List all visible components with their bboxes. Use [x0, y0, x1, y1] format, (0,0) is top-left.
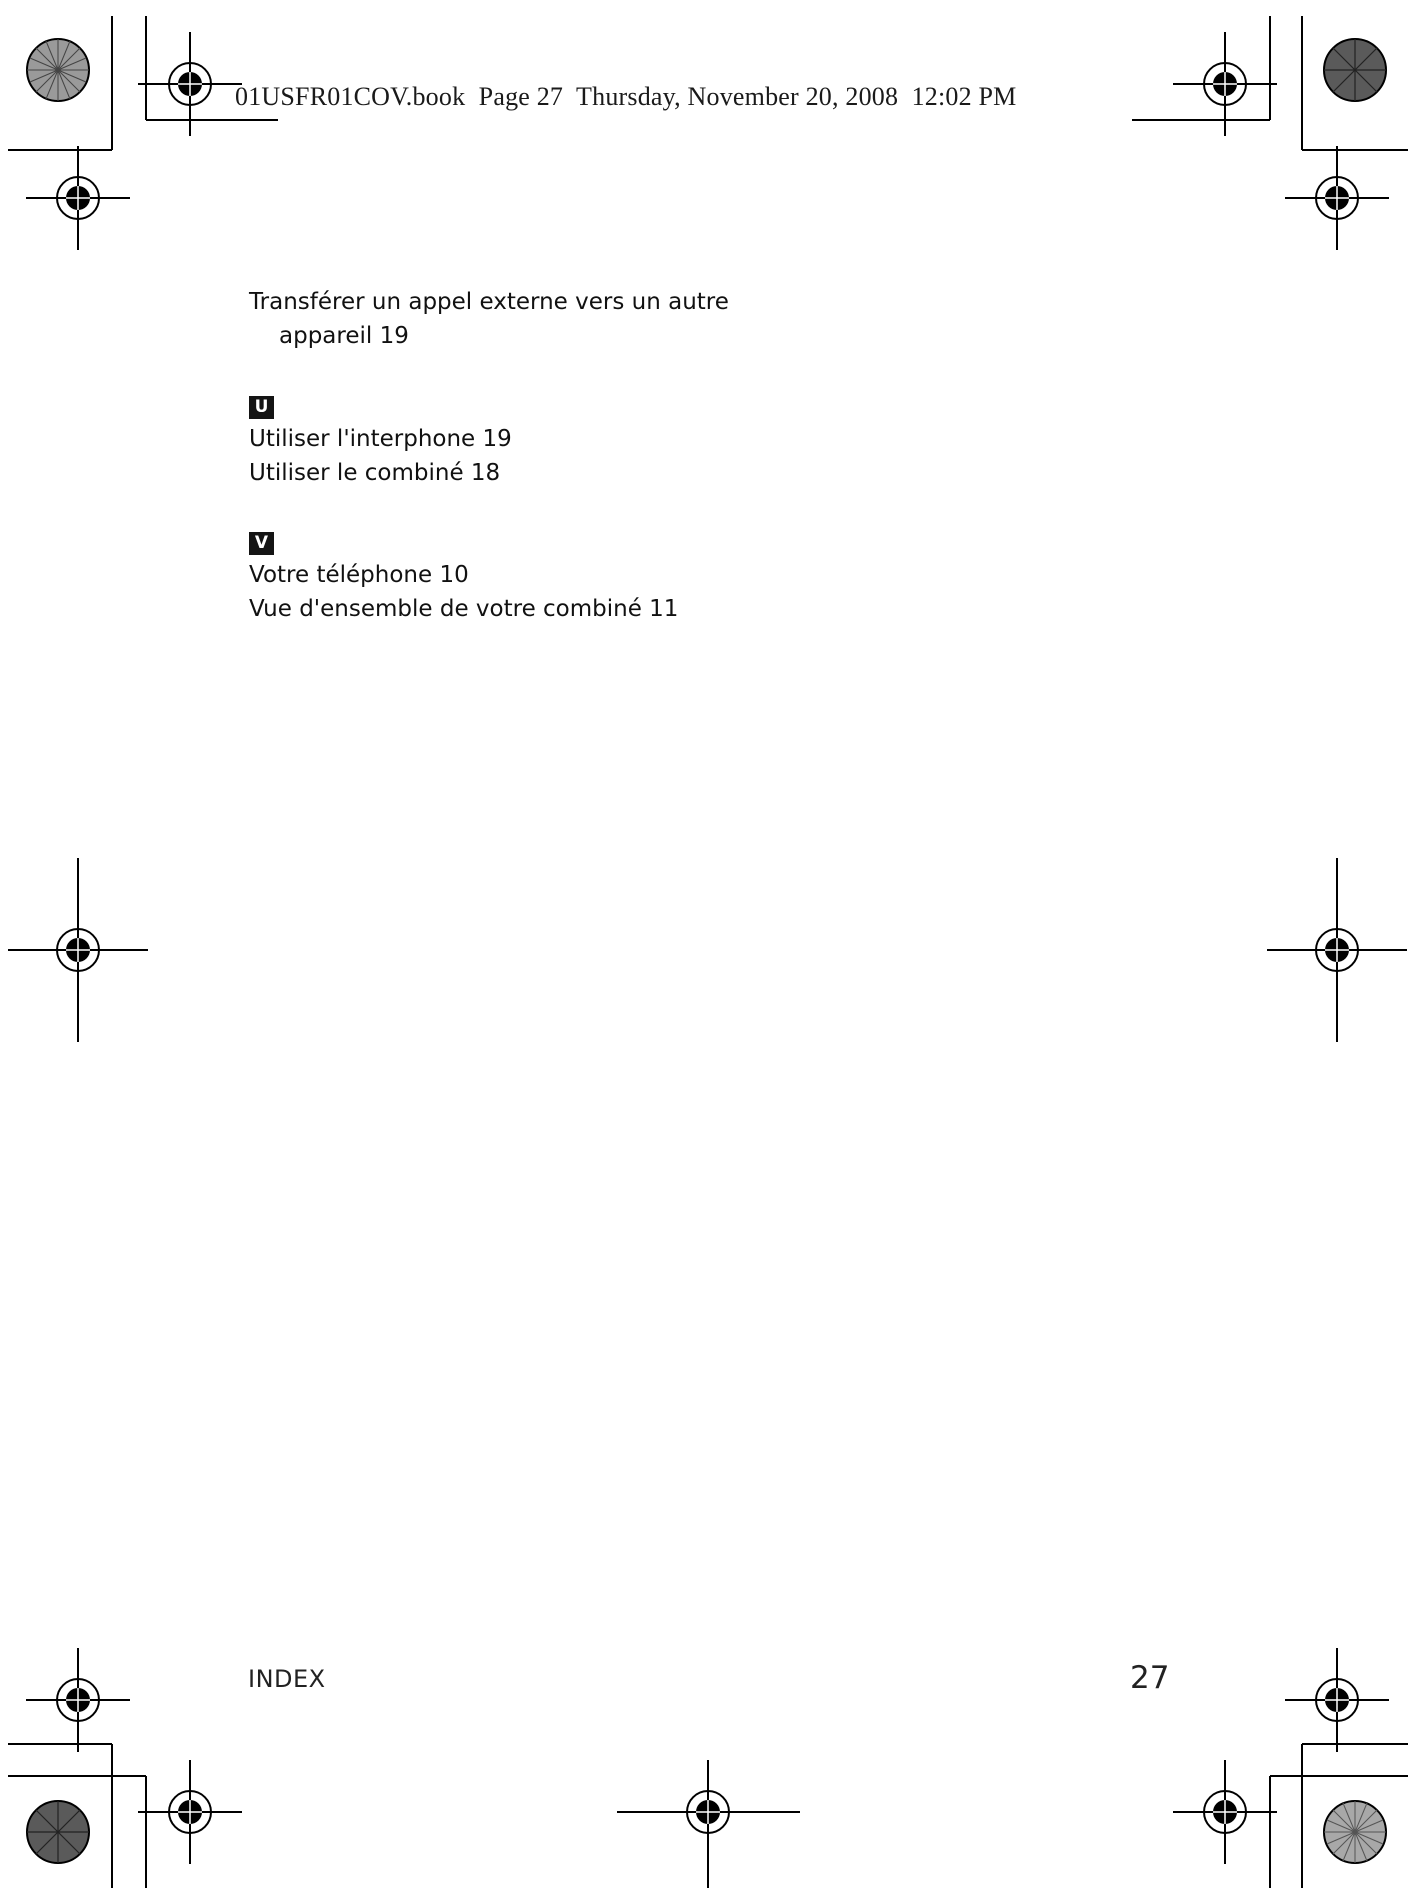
- footer-section-label: INDEX: [248, 1665, 326, 1693]
- section-letter-badge: V: [249, 532, 274, 555]
- index-entry: Utiliser l'interphone 19: [249, 426, 512, 452]
- rosette-icon: [27, 1801, 89, 1863]
- index-entry: Transférer un appel externe vers un autre: [249, 289, 729, 315]
- registration-mark-icon: [1267, 858, 1407, 1042]
- registration-mark-icon: [26, 146, 130, 250]
- print-slug: 01USFR01COV.book Page 27 Thursday, November 20, 2008 12:02 PM: [235, 82, 1017, 111]
- index-entry: Vue d'ensemble de votre combiné 11: [249, 596, 679, 622]
- registration-mark-icon: [1285, 1648, 1389, 1752]
- registration-mark-icon: [26, 1648, 130, 1752]
- section-letter-badge: U: [249, 396, 274, 419]
- index-entry: Utiliser le combiné 18: [249, 460, 501, 486]
- rosette-icon: [27, 39, 89, 101]
- registration-mark-icon: [1285, 146, 1389, 250]
- registration-mark-icon: [656, 1760, 760, 1864]
- index-entry-continuation: appareil 19: [279, 323, 409, 349]
- registration-mark-icon: [138, 1760, 242, 1864]
- rosette-icon: [1324, 1801, 1386, 1863]
- index-entry: Votre téléphone 10: [249, 562, 469, 588]
- registration-mark-icon: [8, 858, 148, 1042]
- page-number: 27: [1130, 1660, 1170, 1696]
- registration-mark-icon: [1173, 1760, 1277, 1864]
- rosette-icon: [1324, 39, 1386, 101]
